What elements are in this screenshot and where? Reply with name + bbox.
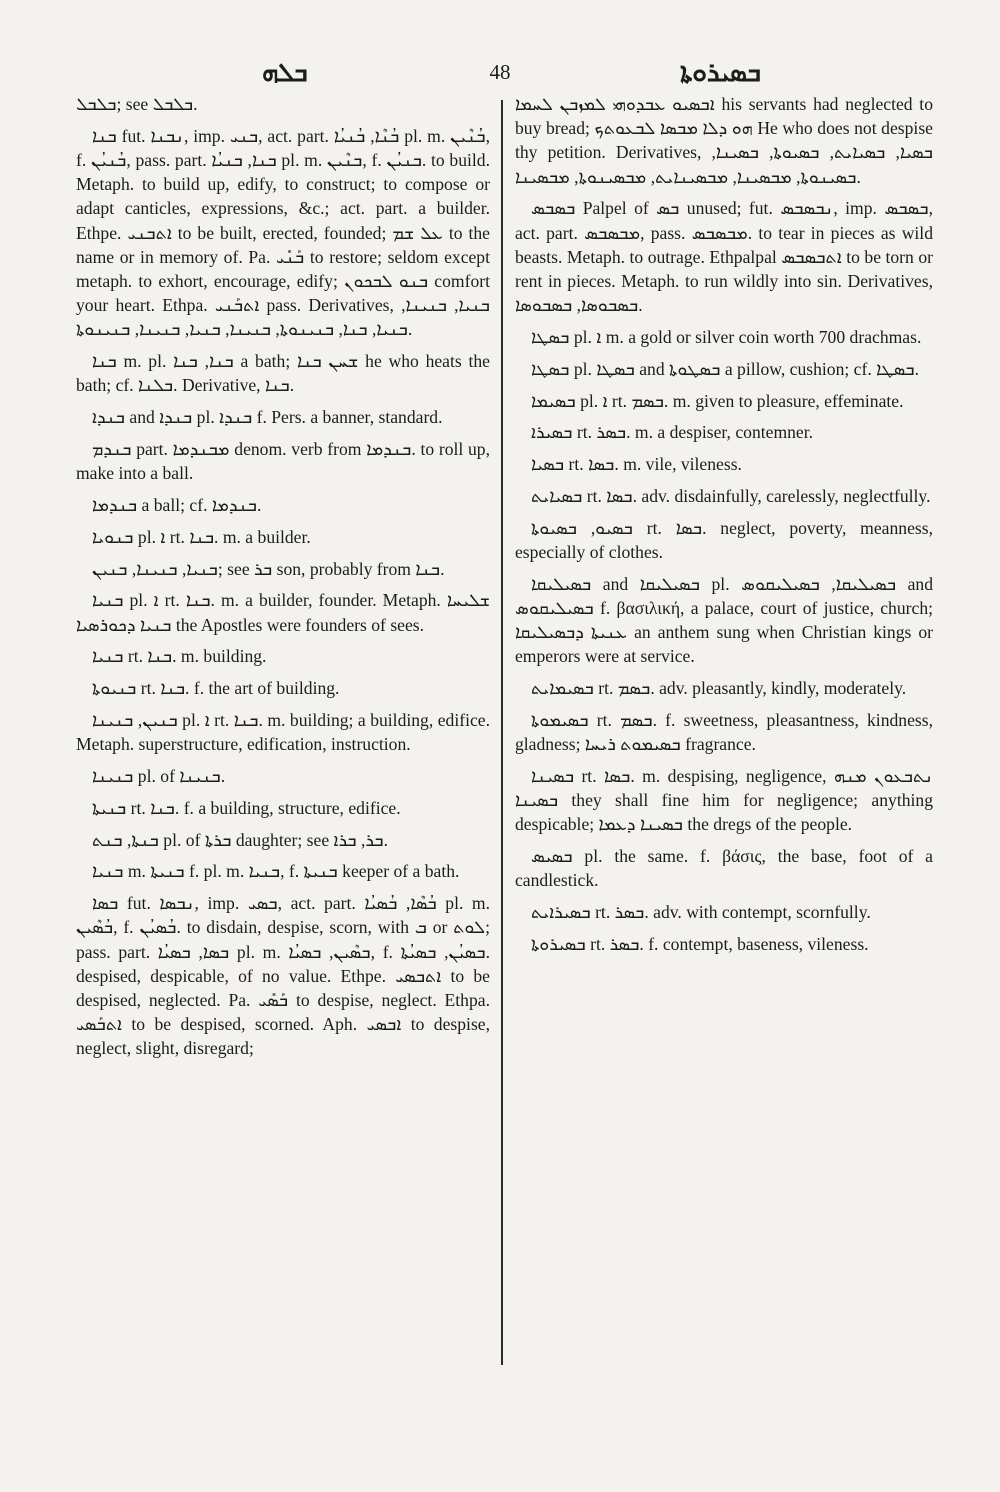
dictionary-entry: ܒܢܝܢ, ܒܢܝܢܐ pl. ܐ rt. ܒܢܐ. m. building; a building, edifice. Metaph. superstructure, edification, instruction. (76, 710, 490, 755)
dictionary-entry: ܒܣܝܡܘܬܐ rt. ܒܣܡ. f. sweetness, pleasantness, kindness, gladness; ܒܣܝܡܘܬ ܪܝܚܐ fragrance. (515, 710, 933, 755)
dictionary-entry: ܒܠܒܠ; see ܒܠܒܠ. (76, 94, 198, 114)
right-column (515, 92, 933, 964)
dictionary-entry: ܒܣܛܐ pl. ܐ m. a gold or silver coin worth 700 drachmas. (531, 327, 922, 348)
dictionary-entry: ܒܣܝܪܐܝܬ rt. ܒܣܪ. adv. with contempt, scornfully. (531, 902, 871, 923)
dictionary-entry: ܒܢܘܝܐ pl. ܐ rt. ܒܢܐ. m. a builder. (92, 526, 311, 547)
dictionary-entry: ܒܣܐ fut. ܢܒܣܐ, imp. ܒܣܝ, act. part. ܒܳܣܶܐ, ܒܳܣܝܳܐ pl. m. ܒܳܣܶܝܢ, f. ܒܳܣܝܳܢ. to disdain, despise, scorn, with ܒ or ܠܘܬ; pass. part. ܒܣܐ, ܒܣܝܳܐ pl. m. ܒܣܶܝܢ, ܒܣܝܳܐ, f. ܒܣܝܳܢ, ܒܣܝܳܬܐ. despised, despicable, of no value. Ethpe. ܐܬܒܣܝ to be despised, neglected. Pa. ܒܰܣܺܝ to despise, neglect. Ethpa. ܐܬܒܰܣܝ to be despised, scorned. Aph. ܐܒܣܝ to despise, neglect, slight, disregard; (76, 893, 491, 1059)
dictionary-entry: ܒܣܝܠܝܩܐ and ܒܣܝܠܝܩܐ pl. ܒܣܝܠܝܩܐ, ܒܣܝܠܝܩܘܣ and ܒܣܝܠܝܩܘܣ f. βασιλική, a palace, court of justice, church; ܥܢܝܬܐ ܕܒܣܝܠܝܩܐ an anthem sung when Christian kings or emperors were at service. (515, 573, 933, 667)
dictionary-entry: ܒܢܐ fut. ܢܒܢܐ, imp. ܒܢܝ, act. part. ܒܳܢܶܐ, ܒܳܢܝܳܐ pl. m. ܒܳܢܶܝܢ, f. ܒܳܢܝܳܢ, pass. part. ܒܢܐ, ܒܢܝܳܐ pl. m. ܒܢܶܝܢ, f. ܒܢܝܳܢ. to build. Metaph. to build up, edify, to construct; to compose or adapt canticles, expressions, &c.; act. part. a builder. Ethpe. ܐܬܒܢܝ to be built, erected, founded; ܥܠ ܫܡ to the name or in memory of. Pa. ܒܰܢܺܝ to restore; seldom except metaph. to exhort, encourage, edify; ܒܢܘ ܠܒܟܘܢ comfort your heart. Ethpa. ܐܬܒܰܢܝ pass. Derivatives, ܒܢܝܐ, ܒܢܝܢܐ, ܒܢܝܐ, ܒܢܐ, ܒܢܝܢܘܬܐ, ܒܢܝܢܐ, ܒܢܝܐ, ܒܢܝܢܐ, ܒܢܝܢܘܬܐ. (76, 125, 490, 340)
dictionary-entry: ܒܢܝܐ pl. ܐ rt. ܒܢܐ. m. a builder, founder. Metaph. ܫܠܝܚܐ ܒܢܝܐ ܕܟܘܪܣܝܐ the Apostles were founders of sees. (76, 590, 490, 635)
dictionary-entry: ܒܣܝܐܝܬ rt. ܒܣܐ. adv. disdainfully, carelessly, neglectfully. (531, 486, 931, 506)
page-number: 48 (489, 60, 511, 84)
dictionary-entry: ܒܢܝܬܐ rt. ܒܢܐ. f. a building, structure, edifice. (92, 797, 401, 818)
dictionary-entry: ܒܣܝܡܐ pl. ܐ rt. ܒܣܡ. m. given to pleasure, effeminate. (531, 390, 904, 411)
dictionary-entry: ܐܒܣܝܘ ܥܒܕܘܗܝ ܠܡܙܒܢ ܠܚܡܐ his servants had neglected to buy bread; ܗܘ ܕܠܐ ܡܒܣܐ ܠܒܥܘܬܟ He who does not despise thy petition. Derivatives, ܒܣܝܐ, ܒܣܝܐܝܬ, ܒܣܝܘܬܐ, ܒܣܝܢܐ, ܒܣܝܢܘܬܐ, ܡܒܣܝܢܐ, ܡܒܣܝܢܐܝܬ, ܡܒܣܝܢܘܬܐ, ܡܒܣܝܢܐ. (515, 94, 933, 187)
dictionary-entry: ܒܣܛܐ pl. ܒܣܛܐ and ܒܣܛܘܬܐ a pillow, cushion; cf. ܒܣܛܐ. (531, 358, 920, 379)
dictionary-entry: ܒܢܕܐ and ܒܢܕܐ pl. ܒܢܕܐ f. Pers. a banner, standard. (92, 407, 443, 428)
dictionary-entry: ܒܢܝܘܬܐ rt. ܒܢܐ. f. the art of building. (92, 678, 340, 699)
dictionary-entry: ܒܣܝܐ rt. ܒܣܐ. m. vile, vileness. (531, 454, 742, 475)
dictionary-entry: ܒܢܕܡܐ a ball; cf. ܒܢܕܡܐ. (92, 495, 262, 516)
dictionary-entry: ܒܢܬܐ, ܒܢܬ pl. of ܒܪܬܐ daughter; see ܒܪ, ܒܪܐ. (92, 829, 388, 850)
dictionary-entry: ܒܣܝܡܐܝܬ rt. ܒܣܡ. adv. pleasantly, kindly, moderately. (531, 678, 907, 699)
dictionary-entry: ܒܢܕܡ part. ܡܒܢܕܡܐ denom. verb from ܒܢܕܡܐ. to roll up, make into a ball. (76, 439, 490, 484)
dictionary-entry: ܒܣܝܣ pl. the same. f. βάσις, the base, foot of a candlestick. (515, 846, 933, 891)
column-divider (501, 100, 503, 1365)
dictionary-entry: ܒܣܝܪܘܬܐ rt. ܒܣܪ. f. contempt, baseness, vileness. (531, 934, 869, 954)
dictionary-entry: ܒܢܝܐ, ܒܢܝܢܐ, ܒܢܝܢ; see ܒܪ son, probably from ܒܢܐ. (92, 558, 445, 579)
dictionary-entry: ܒܢܝܢܐ pl. of ܒܢܝܢܐ. (92, 766, 226, 786)
dictionary-entry: ܒܢܐ m. pl. ܒܢܐ, ܒܢܐ a bath; ܫܚܢ ܒܢܐ he who heats the bath; cf. ܒܠܢܐ. Derivative, ܒܢܐ. (76, 351, 490, 396)
dictionary-entry: ܒܣܝܢܐ rt. ܒܣܐ. m. despising, negligence, ܢܬܒܥܘܢ ܡܢܗ ܒܣܝܢܐ they shall fine him for negligence; anything despicable; ܒܣܝܢܐ ܕܥܡܐ the dregs of the people. (515, 766, 934, 835)
header-left-headword: ܒܠܗ (262, 58, 308, 88)
dictionary-entry: ܒܣܝܪܐ rt. ܒܣܪ. m. a despiser, contemner. (531, 422, 814, 443)
header-right-headword: ܒܣܝܪܘܬܐ (680, 58, 761, 88)
dictionary-entry: ܒܢܝܐ rt. ܒܢܐ. m. building. (92, 646, 267, 667)
dictionary-entry: ܒܢܝܐ m. ܒܢܝܬܐ f. pl. m. ܒܢܝܐ, f. ܒܢܝܬܐ keeper of a bath. (92, 861, 460, 882)
dictionary-entry: ܒܣܝܘ, ܒܣܝܘܬܐ rt. ܒܣܐ. neglect, poverty, meanness, especially of clothes. (515, 517, 933, 562)
left-column (76, 92, 490, 1068)
dictionary-entry: ܒܣܒܣ Palpel of ܒܣ unused; fut. ܢܒܣܒܣ, imp. ܒܣܒܣ, act. part. ܡܒܣܒܣ, pass. ܡܒܣܒܣ. to tear in pieces as wild beasts. Metaph. to outrage. Ethpalpal ܐܬܒܣܒܣ to be torn or rent in pieces. Metaph. to run wildly into sin. Derivatives, ܒܣܒܘܣܐ, ܒܣܒܘܣܐ. (515, 198, 934, 316)
